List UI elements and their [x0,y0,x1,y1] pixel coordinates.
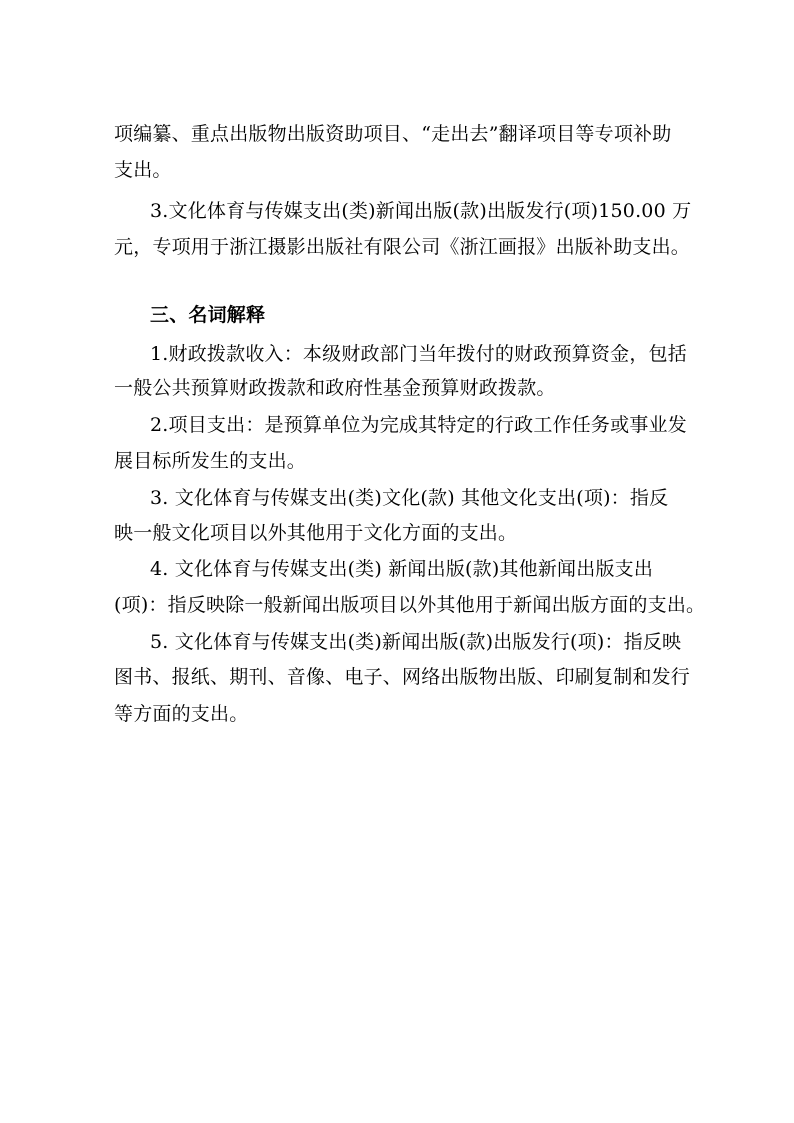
definition-4-line-2: (项)：指反映除一般新闻出版项目以外其他用于新闻出版方面的支出。 [114,594,706,616]
definition-5-line-2: 图书、报纸、期刊、音像、电子、网络出版物出版、印刷复制和发行 [114,666,691,688]
definition-2-line-1: 2.项目支出：是预算单位为完成其特定的行政工作任务或事业发 [150,414,687,436]
definition-1-line-2: 一般公共预算财政拨款和政府性基金预算财政拨款。 [114,377,556,399]
definition-2-line-2: 展目标所发生的支出。 [114,450,307,472]
definition-5-line-3: 等方面的支出。 [114,703,249,725]
item-3-line-1: 3.文化体育与传媒支出(类)新闻出版(款)出版发行(项)150.00 万 [150,200,692,222]
item-3-line-2: 元，专项用于浙江摄影出版社有限公司《浙江画报》出版补助支出。 [114,236,691,258]
definition-4-line-1: 4. 文化体育与传媒支出(类) 新闻出版(款)其他新闻出版支出 [150,558,654,580]
section-three-heading: 三、名词解释 [150,304,266,326]
continuation-line-2: 支出。 [114,159,172,181]
definition-1-line-1: 1.财政拨款收入：本级财政部门当年拨付的财政预算资金，包括 [150,343,687,365]
continuation-line-1: 项编纂、重点出版物出版资助项目、“走出去”翻译项目等专项补助 [114,123,672,145]
definition-3-line-1: 3. 文化体育与传媒支出(类)文化(款) 其他文化支出(项)：指反 [150,487,669,509]
definition-5-line-1: 5. 文化体育与传媒支出(类)新闻出版(款)出版发行(项)：指反映 [150,631,682,653]
definition-3-line-2: 映一般文化项目以外其他用于文化方面的支出。 [114,522,518,544]
